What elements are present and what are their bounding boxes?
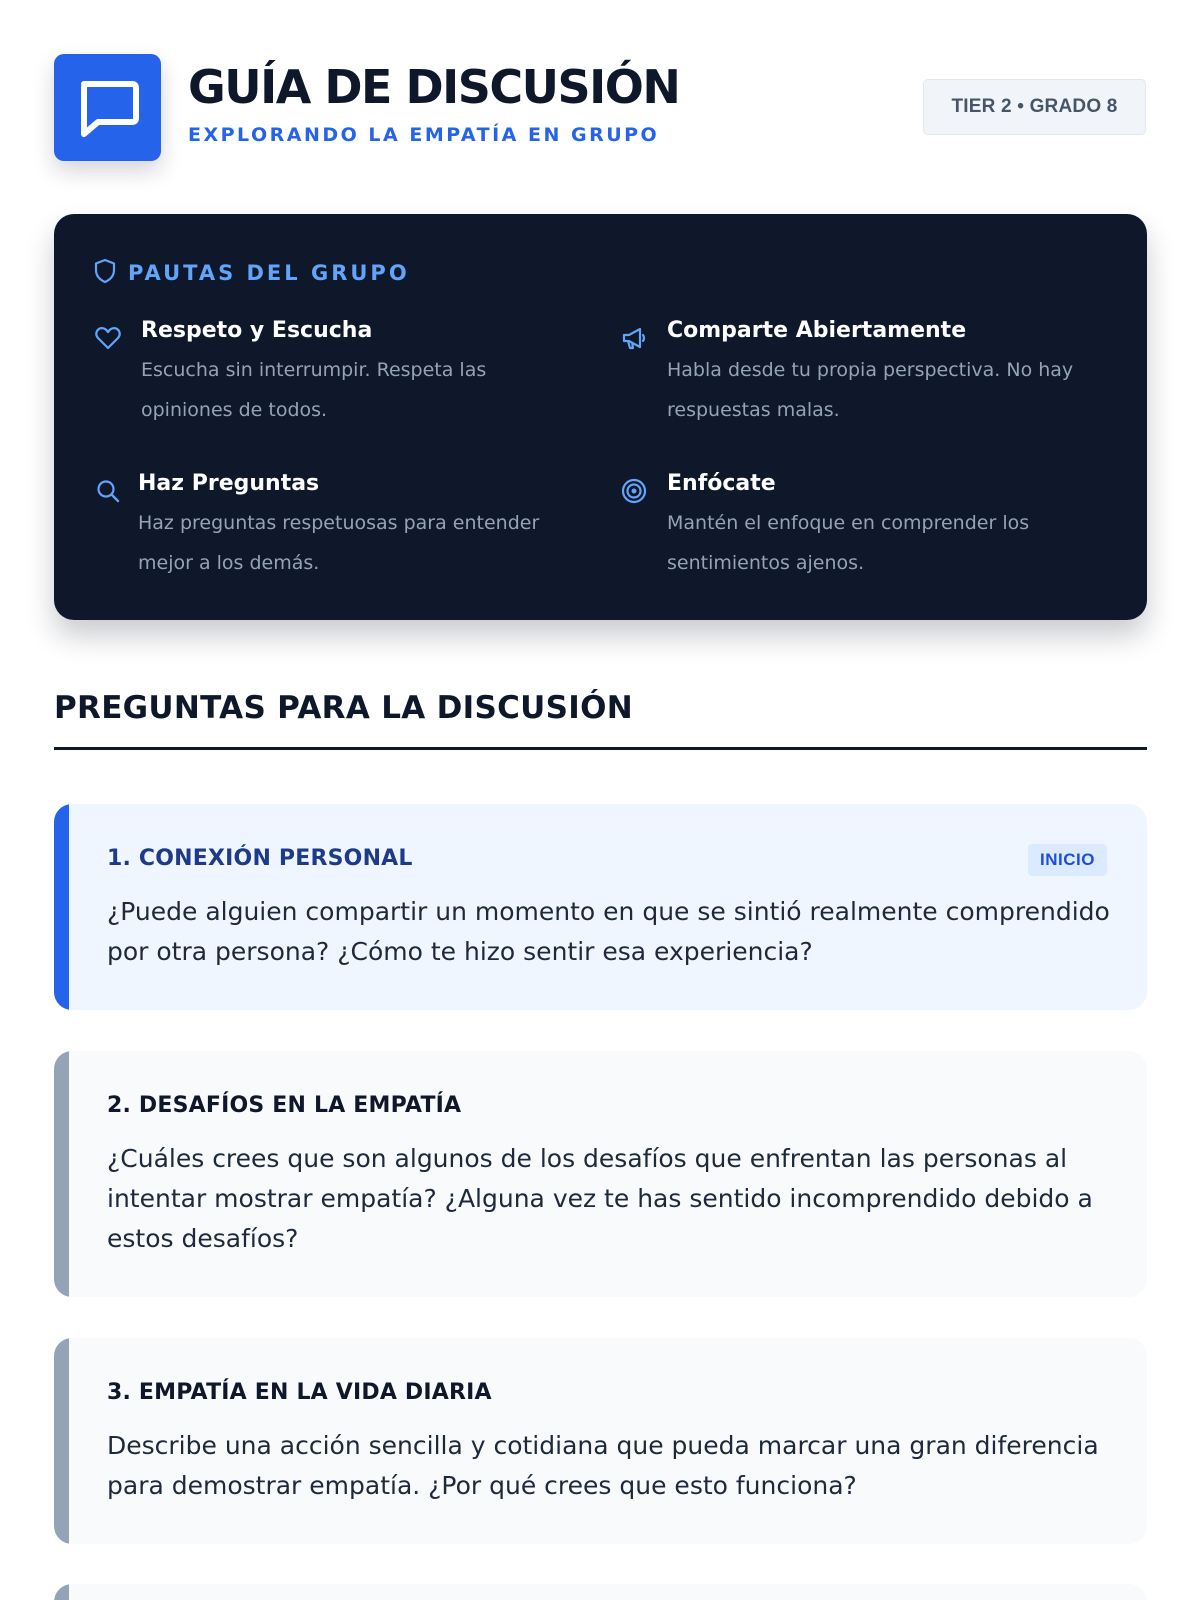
target-icon xyxy=(620,477,648,505)
question-text: ¿Puede alguien compartir un momento en que se sintió realmente comprendido por otra persona? ¿Cómo te hizo sentir esa experiencia? xyxy=(107,897,1110,966)
guideline-description: Escucha sin interrumpir. Respeta las opiniones de todos. xyxy=(141,359,487,421)
section-divider xyxy=(54,747,1147,750)
question-label: 3. EMPATÍA EN LA VIDA DIARIA xyxy=(107,1380,492,1405)
tier-badge: TIER 2 • GRADO 8 xyxy=(923,79,1146,135)
question-card-4 xyxy=(54,1584,1147,1600)
start-tag: INICIO xyxy=(1028,844,1107,876)
guideline-description: Haz preguntas respetuosas para entender mejor a los demás. xyxy=(138,512,540,574)
guidelines-title xyxy=(94,258,410,288)
question-card-3 xyxy=(54,1338,1147,1544)
guideline-heading: Enfócate xyxy=(667,471,776,496)
guideline-heading: Comparte Abiertamente xyxy=(667,318,967,343)
question-text: ¿Cuáles crees que son algunos de los desafíos que enfrentan las personas al intentar mostrar empatía? ¿Alguna vez te has sentido incomprendido debido a estos desafíos? xyxy=(107,1144,1093,1253)
question-card-1 xyxy=(54,804,1147,1010)
shield-icon xyxy=(94,258,116,289)
question-text: Describe una acción sencilla y cotidiana que pueda marcar una gran diferencia para demostrar empatía. ¿Por qué crees que esto funciona? xyxy=(107,1431,1099,1500)
question-label: 1. CONEXIÓN PERSONAL xyxy=(107,846,413,871)
question-label: 2. DESAFÍOS EN LA EMPATÍA xyxy=(107,1093,462,1118)
header xyxy=(54,0,1146,215)
guideline-description: Mantén el enfoque en comprender los sentimientos ajenos. xyxy=(667,512,1030,574)
questions-section-title: PREGUNTAS PARA LA DISCUSIÓN xyxy=(54,690,634,726)
guideline-heading: Respeto y Escucha xyxy=(141,318,373,343)
question-card-2 xyxy=(54,1051,1147,1297)
guideline-heading: Haz Preguntas xyxy=(138,471,320,496)
group-guidelines-panel xyxy=(54,214,1147,620)
guideline-description: Habla desde tu propia perspectiva. No hay respuestas malas. xyxy=(667,359,1074,421)
page-title: GUÍA DE DISCUSIÓN xyxy=(188,60,680,114)
chat-bubble-icon xyxy=(54,54,161,161)
megaphone-icon xyxy=(620,324,648,352)
heart-icon xyxy=(94,324,122,352)
page-subtitle: EXPLORANDO LA EMPATÍA EN GRUPO xyxy=(188,124,660,146)
search-icon xyxy=(94,477,122,505)
guidelines-title-text: PAUTAS DEL GRUPO xyxy=(128,261,410,285)
